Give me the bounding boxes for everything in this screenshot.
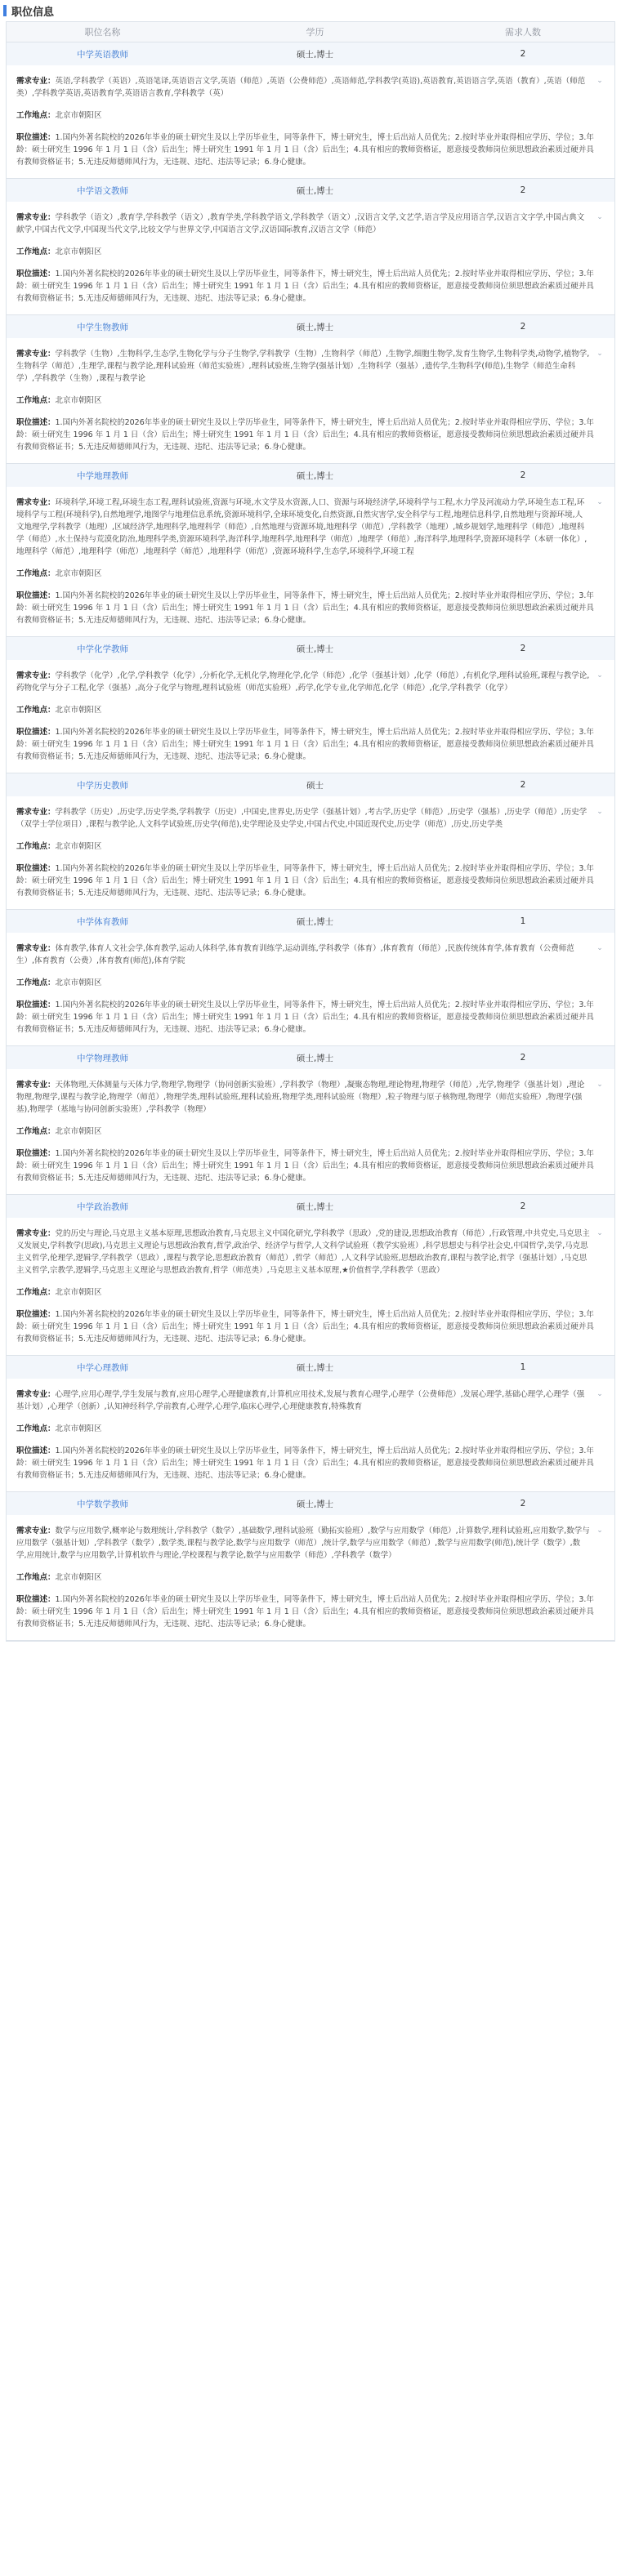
job-education: 硕士,博士 bbox=[296, 1362, 334, 1373]
job-item bbox=[7, 42, 614, 179]
job-summary-row[interactable] bbox=[7, 1492, 614, 1515]
job-detail bbox=[7, 1515, 614, 1640]
work-location bbox=[16, 977, 601, 989]
major-requirement bbox=[16, 75, 601, 100]
job-description bbox=[16, 726, 601, 763]
work-location bbox=[16, 568, 601, 580]
job-detail bbox=[7, 65, 614, 178]
job-name-link[interactable]: 中学英语教师 bbox=[77, 49, 128, 60]
major-text: 心理学,应用心理学,学生发展与教育,应用心理学,心理健康教育,计算机应用技术,发展与教育心理学,心理学（公费师范）,发展心理学,基础心理学,心理学（强基计划）,心理学（创新）,认知神经科学,学前教育,心理学,心理学,临床心理学,心理健康教育,特殊教育 bbox=[16, 1390, 585, 1411]
chevron-down-icon[interactable]: ⌄ bbox=[596, 1081, 603, 1089]
description-text: 1.国内外著名院校的2026年毕业的硕士研究生及以上学历毕业生，同等条件下，博士研究生，博士后出站人员优先；2.按时毕业并取得相应学历、学位；3.年龄：硕士研究生 1996 年 1 月 1 日（含）后出生；博士研究生 1991 年 1 月 1 日（含）后出生；4.具有相应的教师资格证，愿意接受教师岗位须思想政治素质过硬并具有教师资格证书；5.无违反师德师风行为，无违规、违纪、违法等记录；6.身心健康。 bbox=[16, 1595, 594, 1629]
job-item bbox=[7, 910, 614, 1046]
description-label: 职位描述： bbox=[16, 728, 56, 737]
job-count: 1 bbox=[520, 916, 526, 926]
chevron-down-icon[interactable]: ⌄ bbox=[596, 213, 603, 221]
location-text: 北京市朝阳区 bbox=[55, 1127, 102, 1136]
job-name-link[interactable]: 中学体育教师 bbox=[77, 916, 128, 927]
major-text: 学科教学（语文）,教育学,学科教学（语文）,教育学类,学科教学语文,学科教学（语文）,汉语言文学,文艺学,语言学及应用语言学,汉语言文字学,中国古典文献学,中国古代文学,中国现当代文学,比较文学与世界文学,中国语言文学,汉语国际教育,汉语言文学（师范） bbox=[16, 213, 585, 234]
job-name-link[interactable]: 中学物理教师 bbox=[77, 1053, 128, 1063]
chevron-down-icon[interactable]: ⌄ bbox=[596, 1390, 603, 1398]
description-text: 1.国内外著名院校的2026年毕业的硕士研究生及以上学历毕业生，同等条件下，博士研究生，博士后出站人员优先；2.按时毕业并取得相应学历、学位；3.年龄：硕士研究生 1996 年 1 月 1 日（含）后出生；博士研究生 1991 年 1 月 1 日（含）后出生；4.具有相应的教师资格证，愿意接受教师岗位须思想政治素质过硬并具有教师资格证书；5.无违反师德师风行为，无违规、违纪、违法等记录；6.身心健康。 bbox=[16, 270, 594, 303]
header-name: 职位名称 bbox=[84, 27, 121, 38]
job-item bbox=[7, 637, 614, 773]
job-detail bbox=[7, 933, 614, 1045]
location-label: 工作地点： bbox=[16, 1127, 56, 1136]
location-label: 工作地点： bbox=[16, 396, 56, 405]
job-description bbox=[16, 862, 601, 899]
location-label: 工作地点： bbox=[16, 1573, 56, 1582]
major-text: 党的历史与理论,马克思主义基本原理,思想政治教育,马克思主义中国化研究,学科教学（思政）,党的建设,思想政治教育（师范）,行政管理,中共党史,马克思主义发展史,学科教学(思政),马克思主义理论与思想政治教育,哲学,政治学、经济学与哲学,人文科学试验班（教学实验班）,科学思想史与科学社会史,中国哲学,美学,马克思主义哲学,伦理学,逻辑学,学科教学（思政）,课程与教学论,思想政治教育（师范）,哲学（师范）,人文科学试验班,思想政治教育,课程与教学论,哲学（强基计划）,马克思主义哲学,宗教学,逻辑学,马克思主义理论与思想政治教育,哲学（师范类）,马克思主义基本原理,★价值哲学,学科教学（思政） bbox=[16, 1229, 590, 1275]
job-item bbox=[7, 1356, 614, 1492]
job-count: 2 bbox=[520, 1053, 526, 1063]
chevron-down-icon[interactable]: ⌄ bbox=[596, 498, 603, 506]
description-text: 1.国内外著名院校的2026年毕业的硕士研究生及以上学历毕业生，同等条件下，博士研究生，博士后出站人员优先；2.按时毕业并取得相应学历、学位；3.年龄：硕士研究生 1996 年 1 月 1 日（含）后出生；博士研究生 1991 年 1 月 1 日（含）后出生；4.具有相应的教师资格证，愿意接受教师岗位须思想政治素质过硬并具有教师资格证书；5.无违反师德师风行为，无违规、违纪、违法等记录；6.身心健康。 bbox=[16, 1446, 594, 1480]
job-description bbox=[16, 1148, 601, 1184]
job-detail bbox=[7, 202, 614, 314]
major-text: 学科教学（生物）,生物科学,生态学,生物化学与分子生物学,学科教学（生物）,生物科学（师范）,生物学,细胞生物学,发育生物学,生物科学类,动物学,植物学,生物科学（师范）,生理学,课程与教学论,理科试验班（师范实验班）,理科试验班,生物学(强基计划）,生物科学（强基）,遗传学,生物科学(师范),生物学（师范生命科学）,学科教学（生物）,课程与教学论 bbox=[16, 350, 590, 383]
job-item bbox=[7, 179, 614, 315]
job-table bbox=[6, 21, 615, 1642]
job-detail bbox=[7, 338, 614, 463]
job-item bbox=[7, 1046, 614, 1195]
description-text: 1.国内外著名院校的2026年毕业的硕士研究生及以上学历毕业生，同等条件下，博士研究生，博士后出站人员优先；2.按时毕业并取得相应学历、学位；3.年龄：硕士研究生 1996 年 1 月 1 日（含）后出生；博士研究生 1991 年 1 月 1 日（含）后出生；4.具有相应的教师资格证，愿意接受教师岗位须思想政治素质过硬并具有教师资格证书；5.无违反师德师风行为，无违规、违纪、违法等记录；6.身心健康。 bbox=[16, 133, 594, 167]
major-label: 需求专业： bbox=[16, 350, 56, 359]
job-education: 硕士,博士 bbox=[296, 49, 334, 60]
job-name-link[interactable]: 中学历史教师 bbox=[77, 780, 128, 791]
job-education: 硕士,博士 bbox=[296, 185, 334, 196]
major-text: 英语,学科教学（英语）,英语笔译,英语语言文学,英语（师范）,英语（公费师范）,英语师范,学科教学(英语),英语教育,英语语言学,英语（教育）,英语（师范类）,学科教学英语,英语教育学,英语语言教育,学科教学（英） bbox=[16, 77, 586, 98]
job-detail bbox=[7, 1379, 614, 1491]
major-text: 学科教学（历史）,历史学,历史学类,学科教学（历史）,中国史,世界史,历史学（强基计划）,考古学,历史学（师范）,历史学（强基）,历史学（师范）,历史学（双学士学位项目）,课程与教学论,人文科学试验班,历史学(师范),史学理论及史学史,中国古代史,中国近现代史,历史学（师范）,历史,历史学类 bbox=[16, 808, 587, 829]
work-location bbox=[16, 840, 601, 853]
job-description bbox=[16, 1593, 601, 1630]
chevron-down-icon[interactable]: ⌄ bbox=[596, 671, 603, 680]
description-text: 1.国内外著名院校的2026年毕业的硕士研究生及以上学历毕业生，同等条件下，博士研究生，博士后出站人员优先；2.按时毕业并取得相应学历、学位；3.年龄：硕士研究生 1996 年 1 月 1 日（含）后出生；博士研究生 1991 年 1 月 1 日（含）后出生；4.具有相应的教师资格证，愿意接受教师岗位须思想政治素质过硬并具有教师资格证书；5.无违反师德师风行为，无违规、违纪、违法等记录；6.身心健康。 bbox=[16, 418, 594, 452]
major-text: 环境科学,环境工程,环境生态工程,理科试验班,资源与环境,水文学及水资源,人口、资源与环境经济学,环境科学与工程,水力学及河流动力学,环境生态工程,环境科学与工程(环境科学),自然地理学,地图学与地理信息系统,资源环境科学,全球环境变化,自然资源,自然灾害学,安全科学与工程,地理信息科学,自然地理与资源环境,人文地理学,学科教学（地理）,区域经济学,地理科学,地理科学（师范）,自然地理与资源环境,地理科学（师范）,学科教学（地理）,城乡规划学,地理科学（师范）,地理科学（师范）,水土保持与荒漠化防治,地理科学类,资源环境科学,海洋科学,地理科学,地理科学（师范）,地理学（师范）,海洋科学,地理科学,资源环境科学（本研一体化）,地理科学（师范）,地理科学（师范）,地理科学（师范）,地理科学（师范）,资源环境科学,生态学,环境科学,环境工程 bbox=[16, 498, 587, 556]
job-count: 2 bbox=[520, 780, 526, 790]
chevron-down-icon[interactable]: ⌄ bbox=[596, 944, 603, 952]
major-label: 需求专业： bbox=[16, 77, 56, 86]
location-text: 北京市朝阳区 bbox=[55, 978, 102, 987]
job-education: 硕士,博士 bbox=[296, 322, 334, 332]
job-summary-row[interactable] bbox=[7, 1356, 614, 1379]
description-label: 职位描述： bbox=[16, 864, 56, 873]
major-requirement bbox=[16, 1525, 601, 1562]
job-item bbox=[7, 464, 614, 637]
major-requirement bbox=[16, 806, 601, 831]
major-requirement bbox=[16, 1079, 601, 1116]
chevron-down-icon[interactable]: ⌄ bbox=[596, 1229, 603, 1237]
major-requirement bbox=[16, 212, 601, 236]
location-label: 工作地点： bbox=[16, 706, 56, 715]
job-education: 硕士,博士 bbox=[296, 1499, 334, 1509]
chevron-down-icon[interactable]: ⌄ bbox=[596, 350, 603, 358]
major-label: 需求专业： bbox=[16, 213, 56, 222]
location-label: 工作地点： bbox=[16, 978, 56, 987]
work-location bbox=[16, 1125, 601, 1138]
job-description bbox=[16, 1445, 601, 1482]
job-list bbox=[7, 42, 614, 1641]
description-text: 1.国内外著名院校的2026年毕业的硕士研究生及以上学历毕业生，同等条件下，博士研究生，博士后出站人员优先；2.按时毕业并取得相应学历、学位；3.年龄：硕士研究生 1996 年 1 月 1 日（含）后出生；博士研究生 1991 年 1 月 1 日（含）后出生；4.具有相应的教师资格证，愿意接受教师岗位须思想政治素质过硬并具有教师资格证书；5.无违反师德师风行为，无违规、违纪、违法等记录；6.身心健康。 bbox=[16, 591, 594, 625]
job-count: 2 bbox=[520, 644, 526, 653]
major-label: 需求专业： bbox=[16, 1390, 56, 1399]
location-label: 工作地点： bbox=[16, 111, 56, 120]
major-label: 需求专业： bbox=[16, 1081, 56, 1090]
job-summary-row[interactable] bbox=[7, 1195, 614, 1218]
job-summary-row[interactable] bbox=[7, 464, 614, 487]
job-description bbox=[16, 417, 601, 453]
major-label: 需求专业： bbox=[16, 944, 56, 953]
job-name-link[interactable]: 中学生物教师 bbox=[77, 322, 128, 332]
location-label: 工作地点： bbox=[16, 569, 56, 578]
location-text: 北京市朝阳区 bbox=[55, 247, 102, 256]
job-name-link[interactable]: 中学语文教师 bbox=[77, 185, 128, 196]
job-detail bbox=[7, 660, 614, 773]
section-header bbox=[0, 0, 621, 21]
job-count: 1 bbox=[520, 1362, 526, 1372]
description-text: 1.国内外著名院校的2026年毕业的硕士研究生及以上学历毕业生，同等条件下，博士研究生，博士后出站人员优先；2.按时毕业并取得相应学历、学位；3.年龄：硕士研究生 1996 年 1 月 1 日（含）后出生；博士研究生 1991 年 1 月 1 日（含）后出生；4.具有相应的教师资格证，愿意接受教师岗位须思想政治素质过硬并具有教师资格证书；5.无违反师德师风行为，无违规、违纪、违法等记录；6.身心健康。 bbox=[16, 1310, 594, 1344]
job-count: 2 bbox=[520, 49, 526, 59]
job-item bbox=[7, 773, 614, 910]
work-location bbox=[16, 1571, 601, 1584]
major-requirement bbox=[16, 1228, 601, 1277]
description-label: 职位描述： bbox=[16, 270, 56, 279]
work-location bbox=[16, 704, 601, 716]
description-label: 职位描述： bbox=[16, 591, 56, 600]
major-requirement bbox=[16, 1388, 601, 1413]
chevron-down-icon[interactable]: ⌄ bbox=[596, 77, 603, 85]
header-count: 需求人数 bbox=[505, 27, 541, 38]
location-text: 北京市朝阳区 bbox=[55, 1573, 102, 1582]
major-label: 需求专业： bbox=[16, 808, 56, 817]
job-item bbox=[7, 315, 614, 464]
major-requirement bbox=[16, 943, 601, 967]
major-requirement bbox=[16, 348, 601, 385]
description-text: 1.国内外著名院校的2026年毕业的硕士研究生及以上学历毕业生，同等条件下，博士研究生，博士后出站人员优先；2.按时毕业并取得相应学历、学位；3.年龄：硕士研究生 1996 年 1 月 1 日（含）后出生；博士研究生 1991 年 1 月 1 日（含）后出生；4.具有相应的教师资格证，愿意接受教师岗位须思想政治素质过硬并具有教师资格证书；5.无违反师德师风行为，无违规、违纪、违法等记录；6.身心健康。 bbox=[16, 864, 594, 898]
description-label: 职位描述： bbox=[16, 133, 56, 142]
job-education: 硕士,博士 bbox=[296, 470, 334, 481]
job-description bbox=[16, 268, 601, 305]
job-education: 硕士,博士 bbox=[296, 644, 334, 654]
description-label: 职位描述： bbox=[16, 418, 56, 427]
job-education: 硕士,博士 bbox=[296, 1053, 334, 1063]
job-description bbox=[16, 131, 601, 168]
location-label: 工作地点： bbox=[16, 842, 56, 851]
job-name-link[interactable]: 中学心理教师 bbox=[77, 1362, 128, 1373]
major-label: 需求专业： bbox=[16, 1526, 56, 1535]
major-text: 体育教学,体育人文社会学,体育教学,运动人体科学,体育教育训练学,运动训练,学科教学（体育）,体育教育（师范）,民族传统体育学,体育教育（公费师范生）,体育教育（公费）,体育教育(师范),体育学院 bbox=[16, 944, 574, 965]
location-label: 工作地点： bbox=[16, 1424, 56, 1433]
work-location bbox=[16, 1286, 601, 1299]
job-summary-row[interactable] bbox=[7, 179, 614, 202]
job-item bbox=[7, 1195, 614, 1356]
job-count: 2 bbox=[520, 470, 526, 480]
job-summary-row[interactable] bbox=[7, 1046, 614, 1069]
major-label: 需求专业： bbox=[16, 671, 56, 680]
description-text: 1.国内外著名院校的2026年毕业的硕士研究生及以上学历毕业生，同等条件下，博士研究生，博士后出站人员优先；2.按时毕业并取得相应学历、学位；3.年龄：硕士研究生 1996 年 1 月 1 日（含）后出生；博士研究生 1991 年 1 月 1 日（含）后出生；4.具有相应的教师资格证，愿意接受教师岗位须思想政治素质过硬并具有教师资格证书；5.无违反师德师风行为，无违规、违纪、违法等记录；6.身心健康。 bbox=[16, 728, 594, 761]
job-count: 2 bbox=[520, 1499, 526, 1509]
description-label: 职位描述： bbox=[16, 1001, 56, 1009]
job-description bbox=[16, 590, 601, 626]
job-detail bbox=[7, 796, 614, 909]
chevron-down-icon[interactable]: ⌄ bbox=[596, 808, 603, 816]
job-name-link[interactable]: 中学数学教师 bbox=[77, 1499, 128, 1509]
description-label: 职位描述： bbox=[16, 1310, 56, 1319]
location-text: 北京市朝阳区 bbox=[55, 111, 102, 120]
job-summary-row[interactable] bbox=[7, 42, 614, 65]
job-education: 硕士 bbox=[306, 780, 324, 791]
job-name-link[interactable]: 中学政治教师 bbox=[77, 1201, 128, 1212]
section-title: 职位信息 bbox=[11, 6, 55, 19]
job-summary-row[interactable] bbox=[7, 773, 614, 796]
job-summary-row[interactable] bbox=[7, 637, 614, 660]
chevron-down-icon[interactable]: ⌄ bbox=[596, 1526, 603, 1535]
header-education: 学历 bbox=[306, 27, 324, 38]
job-name-link[interactable]: 中学地理教师 bbox=[77, 470, 128, 481]
major-text: 学科教学（化学）,化学,学科教学（化学）,分析化学,无机化学,物理化学,化学（师范）,化学（强基计划）,化学（师范）,有机化学,理科试验班,课程与教学论,药物化学与分子工程,化学（强基）,高分子化学与物理,理科试验班（师范实验班）,药学,化学专业,化学师范,化学（师范）,化学,学科教学（化学） bbox=[16, 671, 590, 693]
job-detail bbox=[7, 1218, 614, 1355]
location-text: 北京市朝阳区 bbox=[55, 1424, 102, 1433]
section-accent-bar bbox=[3, 5, 7, 16]
job-detail bbox=[7, 487, 614, 636]
job-summary-row[interactable] bbox=[7, 315, 614, 338]
major-label: 需求专业： bbox=[16, 498, 56, 507]
major-requirement bbox=[16, 670, 601, 694]
major-text: 数学与应用数学,概率论与数理统计,学科教学（数学）,基础数学,理科试验班（勤拓实验班）,数学与应用数学（师范）,计算数学,理科试验班,应用数学,数学与应用数学（强基计划）,学科教学（数学）,数学类,课程与教学论,数学与应用数学（师范）,统计学,数学与应用数学（师范）,数学与应用数学(师范),统计学（数学）,数学,应用统计,数学与应用数学,计算机软件与理论,学校课程与教学论,数学与应用数学（师范）,学科教学（数学） bbox=[16, 1526, 590, 1560]
location-text: 北京市朝阳区 bbox=[55, 569, 102, 578]
job-count: 2 bbox=[520, 322, 526, 332]
job-description bbox=[16, 1308, 601, 1345]
job-item bbox=[7, 1492, 614, 1641]
description-label: 职位描述： bbox=[16, 1595, 56, 1604]
description-label: 职位描述： bbox=[16, 1149, 56, 1158]
location-text: 北京市朝阳区 bbox=[55, 1288, 102, 1297]
table-header bbox=[7, 22, 614, 42]
location-text: 北京市朝阳区 bbox=[55, 706, 102, 715]
major-text: 天体物理,天体测量与天体力学,物理学,物理学（协同创新实验班）,学科教学（物理）,凝聚态物理,理论物理,物理学（师范）,光学,物理学（强基计划）,理论物理,物理学,课程与教学论,物理学（师范）,物理学类,理科试验班,理科试验班,物理学类,理科试验班（物理）,粒子物理与原子核物理,物理学（师范实验班）,物理学(强基),物理学（基地与协同创新实验班）,学科教学（物理） bbox=[16, 1081, 585, 1114]
description-text: 1.国内外著名院校的2026年毕业的硕士研究生及以上学历毕业生，同等条件下，博士研究生，博士后出站人员优先；2.按时毕业并取得相应学历、学位；3.年龄：硕士研究生 1996 年 1 月 1 日（含）后出生；博士研究生 1991 年 1 月 1 日（含）后出生；4.具有相应的教师资格证，愿意接受教师岗位须思想政治素质过硬并具有教师资格证书；5.无违反师德师风行为，无违规、违纪、违法等记录；6.身心健康。 bbox=[16, 1001, 594, 1034]
major-label: 需求专业： bbox=[16, 1229, 56, 1238]
job-count: 2 bbox=[520, 1201, 526, 1211]
job-detail bbox=[7, 1069, 614, 1194]
job-education: 硕士,博士 bbox=[296, 1201, 334, 1212]
job-name-link[interactable]: 中学化学教师 bbox=[77, 644, 128, 654]
work-location bbox=[16, 394, 601, 407]
location-text: 北京市朝阳区 bbox=[55, 842, 102, 851]
job-description bbox=[16, 999, 601, 1036]
work-location bbox=[16, 246, 601, 258]
job-summary-row[interactable] bbox=[7, 910, 614, 933]
work-location bbox=[16, 1423, 601, 1435]
description-label: 职位描述： bbox=[16, 1446, 56, 1455]
location-label: 工作地点： bbox=[16, 247, 56, 256]
location-text: 北京市朝阳区 bbox=[55, 396, 102, 405]
location-label: 工作地点： bbox=[16, 1288, 56, 1297]
work-location bbox=[16, 109, 601, 122]
description-text: 1.国内外著名院校的2026年毕业的硕士研究生及以上学历毕业生，同等条件下，博士研究生，博士后出站人员优先；2.按时毕业并取得相应学历、学位；3.年龄：硕士研究生 1996 年 1 月 1 日（含）后出生；博士研究生 1991 年 1 月 1 日（含）后出生；4.具有相应的教师资格证，愿意接受教师岗位须思想政治素质过硬并具有教师资格证书；5.无违反师德师风行为，无违规、违纪、违法等记录；6.身心健康。 bbox=[16, 1149, 594, 1183]
major-requirement bbox=[16, 497, 601, 558]
job-count: 2 bbox=[520, 185, 526, 195]
job-education: 硕士,博士 bbox=[296, 916, 334, 927]
